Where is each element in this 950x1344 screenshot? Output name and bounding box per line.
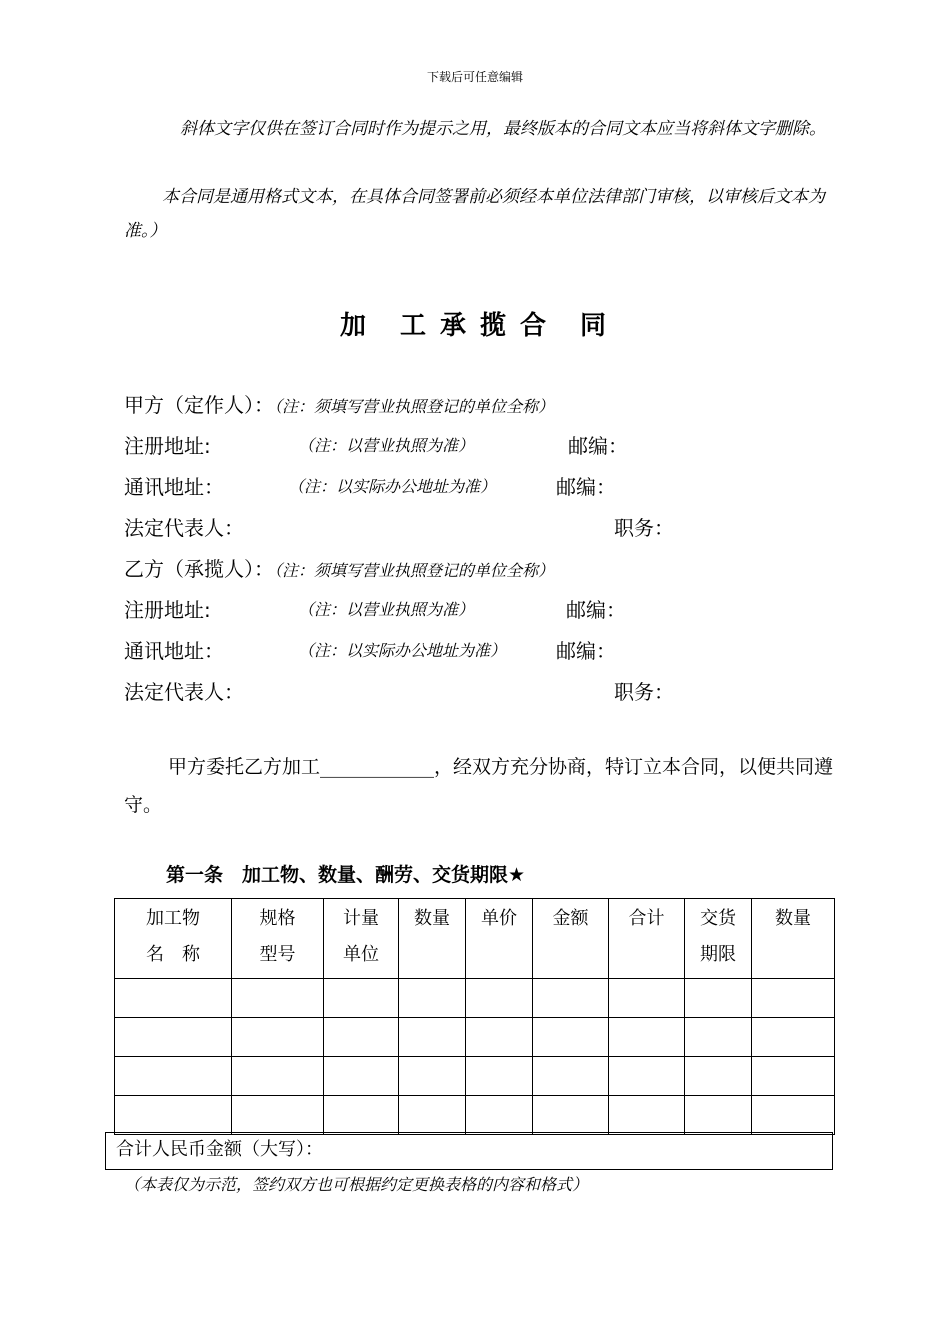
party-b-legal-rep: 法定代表人：: [124, 680, 244, 704]
party-a-mail-address-label: 通讯地址：: [124, 475, 224, 499]
table-row: [115, 979, 835, 1018]
table-footnote: （本表仅为示范，签约双方也可根据约定更换表格的内容和格式）: [124, 1175, 589, 1194]
party-b-reg-postcode: 邮编：: [566, 598, 626, 622]
table-cell[interactable]: [324, 1057, 399, 1096]
table-cell[interactable]: [324, 979, 399, 1018]
page-header: 下载后可任意编辑: [426, 70, 523, 84]
column-header-line: 计量: [343, 908, 379, 929]
table-cell[interactable]: [232, 1096, 324, 1135]
table-cell[interactable]: [324, 1018, 399, 1057]
party-a-legal-rep: 法定代表人：: [124, 516, 244, 540]
column-header: [533, 899, 609, 979]
column-header: [232, 899, 324, 979]
party-b-reg-address-label: 注册地址:: [124, 598, 211, 622]
table-row: [115, 1018, 835, 1057]
table-cell[interactable]: [533, 1057, 609, 1096]
party-a-reg-address-label: 注册地址:: [124, 434, 211, 458]
column-header-line: 名 称: [146, 944, 200, 965]
column-header-line: 金额: [552, 908, 589, 929]
table-cell[interactable]: [232, 1057, 324, 1096]
column-header-line: 期限: [700, 944, 736, 965]
column-header: [685, 899, 752, 979]
italic-note-2: 本合同是通用格式文本，在具体合同签署前必须经本单位法律部门审核，以审核后文本为准。）: [124, 187, 825, 241]
table-cell[interactable]: [466, 1057, 533, 1096]
party-a-line: [124, 389, 554, 418]
column-header: [466, 899, 533, 979]
table-cell[interactable]: [752, 1018, 835, 1057]
column-header: [609, 899, 685, 979]
table-cell[interactable]: [115, 1057, 232, 1096]
table-row: [115, 1057, 835, 1096]
table-cell[interactable]: [399, 1018, 466, 1057]
column-header: [399, 899, 466, 979]
section-1-heading: 第一条 加工物、数量、酬劳、交货期限★: [166, 864, 526, 886]
party-b-reg-hint: （注：以营业执照为准）: [298, 600, 475, 619]
column-header-line: 数量: [414, 908, 450, 929]
column-header-line: 交货: [700, 908, 736, 929]
party-a-mail-postcode: 邮编：: [556, 475, 616, 499]
table-cell[interactable]: [115, 1018, 232, 1057]
party-a-reg-postcode: 邮编：: [568, 434, 628, 458]
column-header-line: 加工物: [146, 908, 200, 929]
party-b-mail-address-label: 通讯地址：: [124, 639, 224, 663]
table-cell[interactable]: [466, 1018, 533, 1057]
table-cell[interactable]: [232, 1018, 324, 1057]
party-a-position: 职务：: [614, 516, 674, 540]
table-cell[interactable]: [752, 1057, 835, 1096]
party-b-label: 乙方（承揽人）：: [124, 557, 274, 581]
table-cell[interactable]: [533, 979, 609, 1018]
column-header-line: 型号: [259, 944, 296, 965]
table-cell[interactable]: [609, 979, 685, 1018]
title-char: 合: [520, 311, 551, 341]
column-header: [324, 899, 399, 979]
party-a-reg-hint: （注：以营业执照为准）: [298, 436, 475, 455]
party-b-hint: （注：须填写营业执照登记的单位全称）: [274, 561, 555, 580]
total-amount-row: [105, 1132, 833, 1170]
table-cell[interactable]: [324, 1096, 399, 1135]
column-header-line: 单价: [481, 908, 517, 929]
column-header-line: 单位: [343, 944, 379, 965]
table-cell[interactable]: [685, 979, 752, 1018]
table-cell[interactable]: [399, 979, 466, 1018]
table-cell[interactable]: [685, 1057, 752, 1096]
table-cell[interactable]: [685, 1018, 752, 1057]
column-header: [752, 899, 835, 979]
goods-table: [114, 898, 835, 1135]
table-cell[interactable]: [533, 1096, 609, 1135]
column-header-line: 规格: [259, 908, 296, 929]
party-b-mail-postcode: 邮编：: [556, 639, 616, 663]
party-b-position: 职务：: [614, 680, 674, 704]
table-cell[interactable]: [685, 1096, 752, 1135]
table-cell[interactable]: [466, 979, 533, 1018]
table-cell[interactable]: [609, 1096, 685, 1135]
table-cell[interactable]: [399, 1057, 466, 1096]
italic-note-1: 斜体文字仅供在签订合同时作为提示之用，最终版本的合同文本应当将斜体文字删除。: [180, 119, 826, 139]
table-cell[interactable]: [752, 1096, 835, 1135]
title-char: 工: [399, 311, 430, 341]
party-a-label: 甲方（定作人）：: [124, 393, 274, 417]
table-cell[interactable]: [533, 1018, 609, 1057]
title-char: 同: [580, 311, 611, 341]
contract-title: [0, 305, 950, 342]
table-cell[interactable]: [466, 1096, 533, 1135]
column-header-line: 合计: [628, 908, 665, 929]
table-row: [115, 1096, 835, 1135]
total-amount-label: 合计人民币金额（大写）：: [116, 1139, 323, 1160]
table-cell[interactable]: [115, 1096, 232, 1135]
table-cell[interactable]: [232, 979, 324, 1018]
table-cell[interactable]: [609, 1018, 685, 1057]
intro-paragraph: 甲方委托乙方加工____________，经双方充分协商，特订立本合同，以便共同遵守。: [124, 756, 834, 816]
table-cell[interactable]: [399, 1096, 466, 1135]
title-char: 揽: [480, 311, 511, 341]
column-header-line: 数量: [775, 908, 811, 929]
column-header: [115, 899, 232, 979]
party-a-mail-hint: （注：以实际办公地址为准）: [288, 477, 497, 496]
party-b-line: [124, 553, 554, 582]
table-cell[interactable]: [115, 979, 232, 1018]
title-char: 承: [439, 311, 470, 341]
title-char: 加: [339, 311, 370, 341]
party-b-mail-hint: （注：以实际办公地址为准）: [298, 641, 507, 660]
party-a-hint: （注：须填写营业执照登记的单位全称）: [274, 397, 555, 416]
table-header-row: [115, 899, 835, 979]
table-cell[interactable]: [752, 979, 835, 1018]
table-cell[interactable]: [609, 1057, 685, 1096]
